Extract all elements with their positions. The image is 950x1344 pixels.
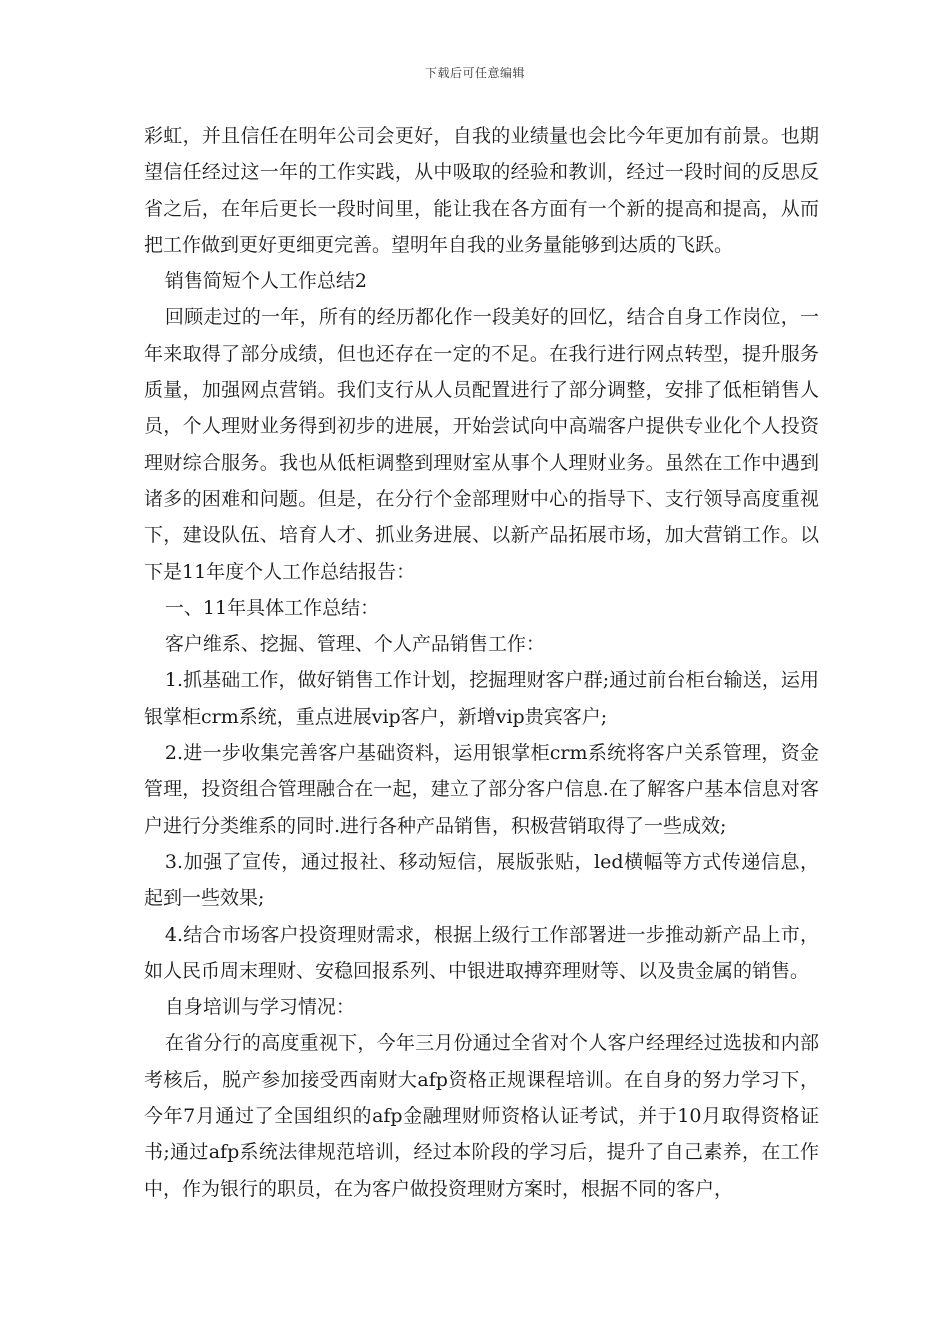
subheading-customer-work: 客户维系、挖掘、管理、个人产品销售工作： (164, 633, 545, 656)
section-heading: 销售简短个人工作总结2 (164, 270, 367, 293)
list-item-1: 1.抓基础工作，做好销售工作计划，挖掘理财客户群;通过前台柜台输送，运用银掌柜crm系统，重点进展vip客户，新增vip贵宾客户; (144, 669, 819, 728)
paragraph-continuation: 彩虹，并且信任在明年公司会更好，自我的业绩量也会比今年更加有前景。也期望信任经过这一年的工作实践，从中吸取的经验和教训，经过一段时间的反思反省之后，在年后更长一段时间里，能让我在各方面有一个新的提高和提高，从而把工作做到更好更细更完善。望明年自我的业务量能够到达质的飞跃。 (144, 125, 819, 256)
list-item-3: 3.加强了宣传，通过报社、移动短信，展版张贴，led横幅等方式传递信息，起到一些效果; (144, 850, 819, 910)
paragraph-review: 回顾走过的一年，所有的经历都化作一段美好的回忆，结合自身工作岗位，一年来取得了部分成绩，但也还存在一定的不足。在我行进行网点转型，提升服务质量，加强网点营销。我们支行从人员配置进行了部分调整，安排了低柜销售人员，个人理财业务得到初步的进展，开始尝试向中高端客户提供专业化个人投资理财综合服务。我也从低柜调整到理财室从事个人理财业务。虽然在工作中遇到诸多的困难和问题。但是，在分行个金部理财中心的指导下、支行领导高度重视下，建设队伍、培育人才、抓业务进展、以新产品拓展市场，加大营销工作。以下是11年度个人工作总结报告： (144, 306, 819, 583)
list-item-2: 2.进一步收集完善客户基础资料，运用银掌柜crm系统将客户关系管理，资金管理，投资组合管理融合在一起，建立了部分客户信息.在了解客户基本信息对客户进行分类维系的同时.进行各种产品销售，积极营销取得了一些成效; (144, 742, 819, 837)
document-body (144, 118, 819, 1207)
subheading-work-summary: 一、11年具体工作总结： (164, 596, 380, 619)
paragraph-training: 在省分行的高度重视下，今年三月份通过全省对个人客户经理经过选拔和内部考核后，脱产参加接受西南财大afp资格正规课程培训。在自身的努力学习下，今年7月通过了全国组织的afp金融理财师资格认证考试，并于10月取得资格证书;通过afp系统法律规范培训，经过本阶段的学习后，提升了自己素养，在工作中，作为银行的职员，在为客户做投资理财方案时，根据不同的客户， (144, 1032, 819, 1200)
list-item-4: 4.结合市场客户投资理财需求，根据上级行工作部署进一步推动新产品上市，如人民币周末理财、安稳回报系列、中银进取搏弈理财等、以及贵金属的销售。 (144, 923, 819, 982)
page-header-note: 下载后可任意编辑 (424, 66, 525, 80)
subheading-training: 自身培训与学习情况： (164, 996, 355, 1019)
